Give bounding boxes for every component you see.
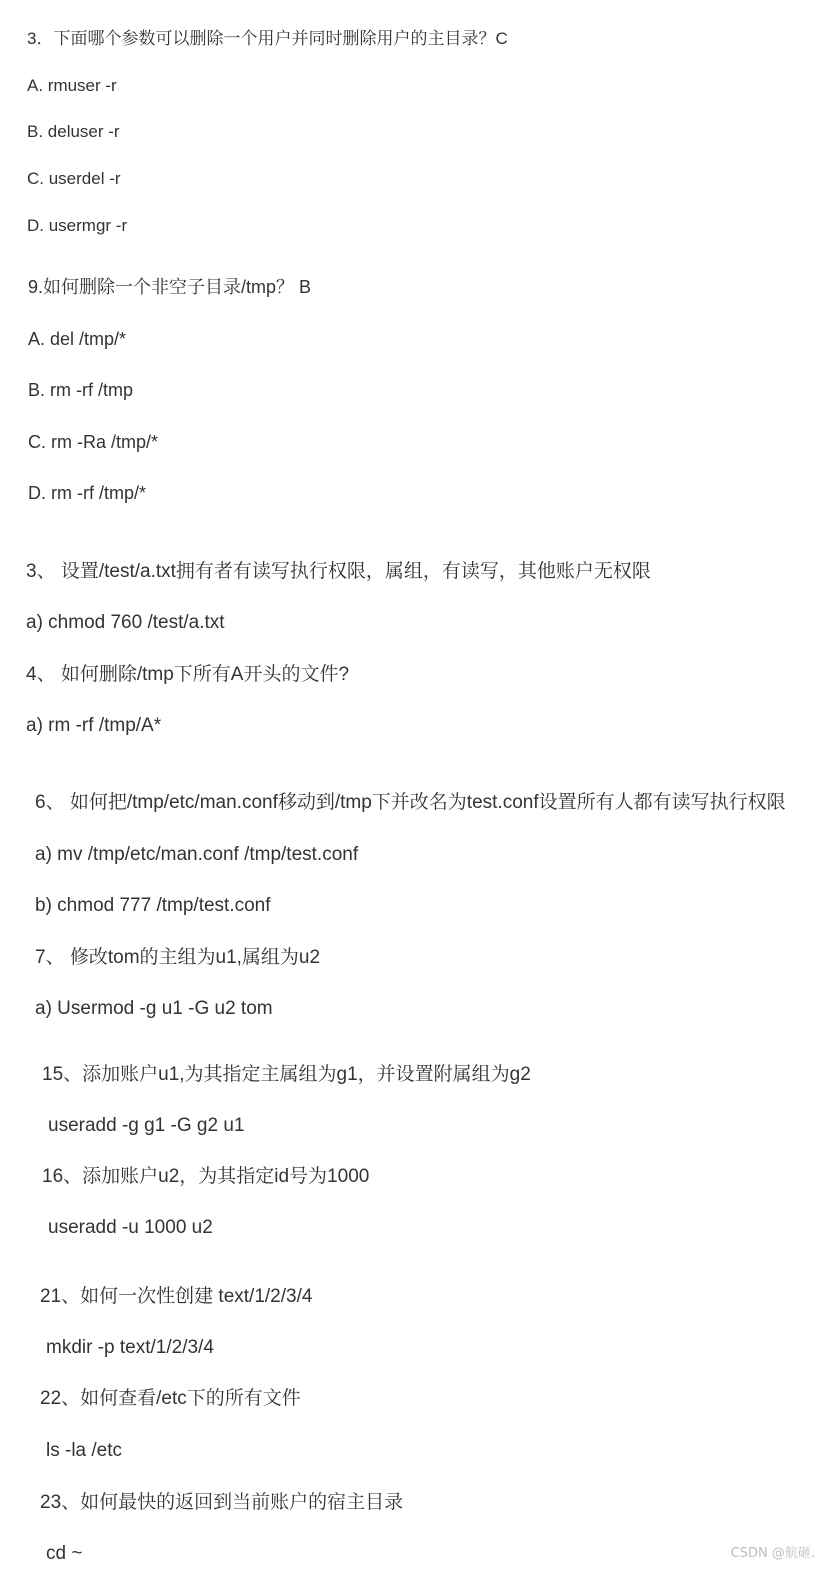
q15-title: 15、添加账户u1,为其指定主属组为g1，并设置附属组为g2 bbox=[42, 1064, 531, 1085]
q16-answer: useradd -u 1000 u2 bbox=[48, 1217, 213, 1238]
q6-title: 6、 如何把/tmp/etc/man.conf移动到/tmp下并改名为test.conf设置所有人都有读写执行权限 bbox=[35, 792, 786, 813]
q3-title: 3．下面哪个参数可以删除一个用户并同时删除用户的主目录？C bbox=[27, 29, 508, 48]
q22-answer: ls -la /etc bbox=[46, 1440, 123, 1461]
csdn-watermark: CSDN @航砸. bbox=[730, 1546, 815, 1561]
q21-title: 21、如何一次性创建 text/1/2/3/4 bbox=[40, 1286, 313, 1307]
q15-answer: useradd -g g1 -G g2 u1 bbox=[48, 1115, 245, 1136]
q16-title: 16、添加账户u2，为其指定id号为1000 bbox=[42, 1166, 370, 1187]
q3-option-d: D. usermgr -r bbox=[27, 216, 128, 235]
q7-answer: a) Usermod -g u1 -G u2 tom bbox=[35, 998, 273, 1019]
q9-title: 9.如何删除一个非空子目录/tmp？ B bbox=[28, 277, 312, 297]
q3b-answer: a) chmod 760 /test/a.txt bbox=[26, 612, 225, 633]
q4-title: 4、 如何删除/tmp下所有A开头的文件? bbox=[26, 664, 350, 685]
q9-option-b: B. rm -rf /tmp bbox=[28, 380, 133, 400]
q21-answer: mkdir -p text/1/2/3/4 bbox=[46, 1337, 214, 1358]
q3-option-b: B. deluser -r bbox=[27, 122, 120, 141]
q3b-title: 3、 设置/test/a.txt拥有者有读写执行权限，属组，有读写，其他账户无权限 bbox=[26, 561, 651, 582]
q23-answer: cd ~ bbox=[46, 1543, 83, 1564]
q4-answer: a) rm -rf /tmp/A* bbox=[26, 715, 162, 736]
q6-answer-a: a) mv /tmp/etc/man.conf /tmp/test.conf bbox=[35, 844, 359, 865]
q9-option-c: C. rm -Ra /tmp/* bbox=[28, 432, 159, 452]
q3-option-a: A. rmuser -r bbox=[27, 76, 117, 95]
q9-option-d: D. rm -rf /tmp/* bbox=[28, 483, 146, 503]
q7-title: 7、 修改tom的主组为u1,属组为u2 bbox=[35, 947, 321, 968]
q6-answer-b: b) chmod 777 /tmp/test.conf bbox=[35, 895, 271, 916]
q9-option-a: A. del /tmp/* bbox=[28, 329, 127, 349]
q22-title: 22、如何查看/etc下的所有文件 bbox=[40, 1388, 301, 1409]
q3-option-c: C. userdel -r bbox=[27, 169, 121, 188]
q23-title: 23、如何最快的返回到当前账户的宿主目录 bbox=[40, 1492, 404, 1513]
